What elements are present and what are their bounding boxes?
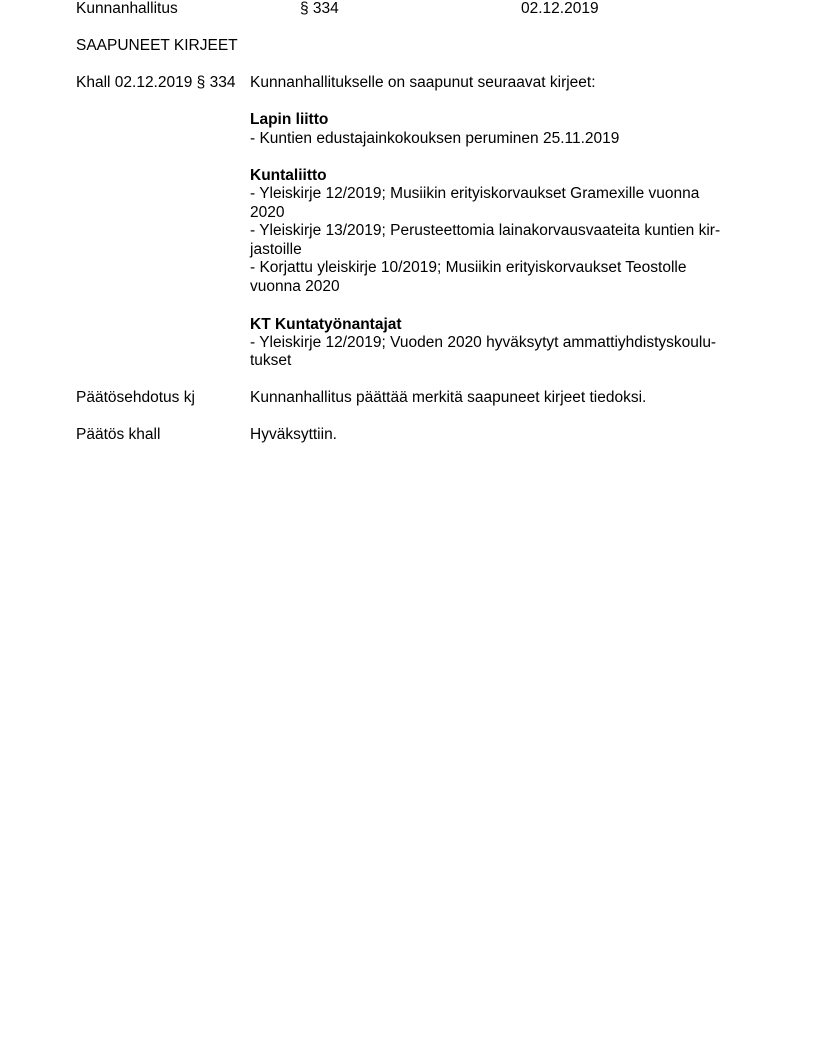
letter-line: - Kuntien edustajainkokouksen peruminen 25.11.2019 xyxy=(250,130,620,147)
matter-intro: Kunnanhallitukselle on saapunut seuraavat kirjeet: xyxy=(250,74,596,91)
letter-line: - Yleiskirje 12/2019; Vuoden 2020 hyväksytyt ammattiyhdistyskoulu- xyxy=(250,334,717,351)
sender-name: Lapin liitto xyxy=(250,111,329,128)
sender-name: KT Kuntatyönantajat xyxy=(250,316,402,333)
letter-line: - Yleiskirje 12/2019; Musiikin erityiskorvaukset Gramexille vuonna xyxy=(250,185,700,202)
letter-line: vuonna 2020 xyxy=(250,278,340,295)
sender-name: Kuntaliitto xyxy=(250,167,327,184)
header-date: 02.12.2019 xyxy=(521,0,599,17)
letter-line: - Korjattu yleiskirje 10/2019; Musiikin erityiskorvaukset Teostolle xyxy=(250,259,687,276)
proposal-text: Kunnanhallitus päättää merkitä saapuneet kirjeet tiedoksi. xyxy=(250,389,647,406)
decision-label: Päätös khall xyxy=(76,426,161,443)
decision-text: Hyväksyttiin. xyxy=(250,426,337,443)
matter-reference: Khall 02.12.2019 § 334 xyxy=(76,74,236,91)
letter-line: 2020 xyxy=(250,204,285,221)
letter-line: tukset xyxy=(250,352,292,369)
letter-line: - Yleiskirje 13/2019; Perusteettomia lainakorvausvaateita kuntien kir- xyxy=(250,222,721,239)
proposal-label: Päätösehdotus kj xyxy=(76,389,195,406)
letter-line: jastoille xyxy=(250,241,302,258)
subject-title: SAAPUNEET KIRJEET xyxy=(76,37,238,54)
header-organ: Kunnanhallitus xyxy=(76,0,178,17)
header-section: § 334 xyxy=(300,0,339,17)
